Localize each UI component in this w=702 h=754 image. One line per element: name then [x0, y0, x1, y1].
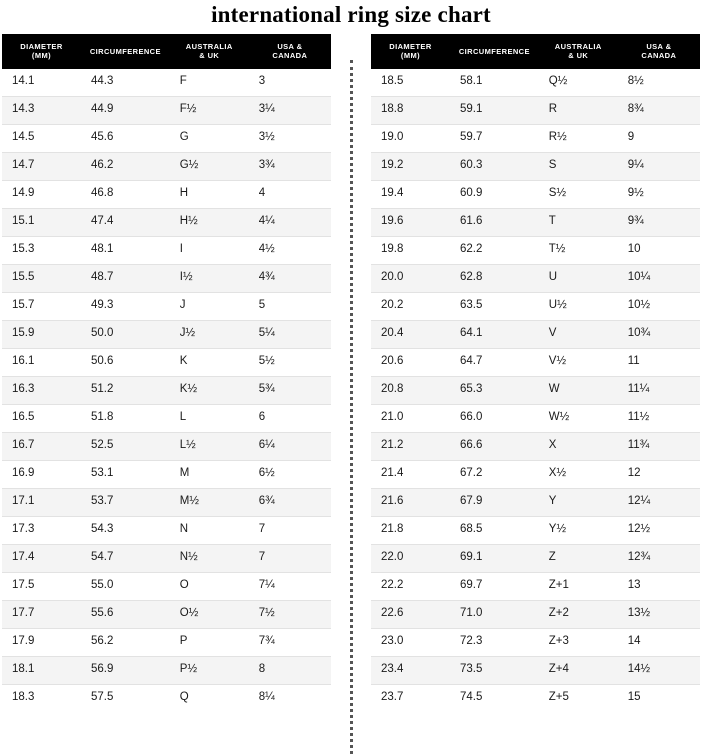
cell-circumference: 64.7: [450, 348, 539, 376]
column-header-circumference: [81, 34, 170, 69]
cell-diameter: 16.1: [2, 348, 81, 376]
cell-australia-uk: K: [170, 348, 249, 376]
cell-usa-canada: 8½: [618, 69, 700, 97]
cell-diameter: 14.3: [2, 96, 81, 124]
cell-usa-canada: 3¼: [249, 96, 331, 124]
cell-usa-canada: 11¾: [618, 432, 700, 460]
column-header-australia-uk: [539, 34, 618, 69]
cell-usa-canada: 12¼: [618, 488, 700, 516]
cell-usa-canada: 6¾: [249, 488, 331, 516]
cell-circumference: 56.2: [81, 628, 170, 656]
cell-australia-uk: G: [170, 124, 249, 152]
cell-circumference: 55.0: [81, 572, 170, 600]
cell-diameter: 20.2: [371, 292, 450, 320]
cell-circumference: 66.0: [450, 404, 539, 432]
cell-usa-canada: 13½: [618, 600, 700, 628]
cell-circumference: 51.2: [81, 376, 170, 404]
cell-circumference: 54.3: [81, 516, 170, 544]
cell-usa-canada: 4: [249, 180, 331, 208]
cell-diameter: 16.3: [2, 376, 81, 404]
cell-australia-uk: Q: [170, 684, 249, 712]
cell-circumference: 44.9: [81, 96, 170, 124]
tables-container: [0, 34, 702, 754]
cell-circumference: 49.3: [81, 292, 170, 320]
column-header-australia-uk-line2: & UK: [568, 51, 589, 61]
table-row: [2, 292, 331, 320]
cell-australia-uk: T½: [539, 236, 618, 264]
column-header-diameter-line2: (MM): [31, 51, 52, 61]
cell-usa-canada: 15: [618, 684, 700, 712]
cell-usa-canada: 7¼: [249, 572, 331, 600]
cell-australia-uk: L½: [170, 432, 249, 460]
cell-usa-canada: 3½: [249, 124, 331, 152]
cell-australia-uk: R½: [539, 124, 618, 152]
cell-circumference: 65.3: [450, 376, 539, 404]
cell-usa-canada: 4¼: [249, 208, 331, 236]
column-header-australia-uk-line1: AUSTRALIA: [554, 42, 602, 51]
cell-circumference: 67.9: [450, 488, 539, 516]
cell-usa-canada: 4¾: [249, 264, 331, 292]
cell-diameter: 18.3: [2, 684, 81, 712]
cell-circumference: 54.7: [81, 544, 170, 572]
table-row: [371, 628, 700, 656]
cell-australia-uk: L: [170, 404, 249, 432]
cell-circumference: 56.9: [81, 656, 170, 684]
table-row: [371, 124, 700, 152]
cell-australia-uk: X½: [539, 460, 618, 488]
table-row: [371, 516, 700, 544]
cell-diameter: 20.4: [371, 320, 450, 348]
cell-diameter: 20.0: [371, 264, 450, 292]
cell-diameter: 14.9: [2, 180, 81, 208]
cell-diameter: 20.6: [371, 348, 450, 376]
cell-diameter: 17.7: [2, 600, 81, 628]
cell-usa-canada: 9¾: [618, 208, 700, 236]
cell-australia-uk: O½: [170, 600, 249, 628]
cell-australia-uk: Z+3: [539, 628, 618, 656]
cell-australia-uk: Y: [539, 488, 618, 516]
cell-circumference: 53.1: [81, 460, 170, 488]
cell-australia-uk: Z: [539, 544, 618, 572]
cell-australia-uk: S: [539, 152, 618, 180]
cell-usa-canada: 3¾: [249, 152, 331, 180]
cell-australia-uk: G½: [170, 152, 249, 180]
table-row: [2, 600, 331, 628]
table-row: [371, 69, 700, 97]
cell-circumference: 58.1: [450, 69, 539, 97]
cell-australia-uk: N: [170, 516, 249, 544]
cell-australia-uk: Z+5: [539, 684, 618, 712]
column-header-circumference-line1: CIRCUMFERENCE: [458, 46, 530, 56]
cell-circumference: 68.5: [450, 516, 539, 544]
cell-diameter: 14.5: [2, 124, 81, 152]
column-header-australia-uk-line1: AUSTRALIA: [185, 42, 233, 51]
table-row: [2, 124, 331, 152]
cell-usa-canada: 11¼: [618, 376, 700, 404]
table-row: [2, 404, 331, 432]
cell-usa-canada: 5¼: [249, 320, 331, 348]
cell-circumference: 50.6: [81, 348, 170, 376]
table-row: [371, 572, 700, 600]
table-row: [2, 376, 331, 404]
cell-diameter: 17.9: [2, 628, 81, 656]
cell-diameter: 22.0: [371, 544, 450, 572]
left-table-head: [2, 34, 331, 69]
cell-usa-canada: 7: [249, 516, 331, 544]
cell-australia-uk: R: [539, 96, 618, 124]
cell-circumference: 69.7: [450, 572, 539, 600]
cell-circumference: 48.7: [81, 264, 170, 292]
cell-circumference: 67.2: [450, 460, 539, 488]
page-title: international ring size chart: [211, 2, 491, 27]
table-row: [371, 236, 700, 264]
cell-diameter: 15.3: [2, 236, 81, 264]
cell-australia-uk: I½: [170, 264, 249, 292]
table-row: [2, 544, 331, 572]
table-row: [371, 488, 700, 516]
cell-usa-canada: 9: [618, 124, 700, 152]
cell-diameter: 21.4: [371, 460, 450, 488]
table-row: [2, 488, 331, 516]
cell-usa-canada: 10¼: [618, 264, 700, 292]
cell-circumference: 62.8: [450, 264, 539, 292]
cell-usa-canada: 8: [249, 656, 331, 684]
cell-australia-uk: T: [539, 208, 618, 236]
cell-usa-canada: 14½: [618, 656, 700, 684]
table-row: [371, 208, 700, 236]
cell-circumference: 52.5: [81, 432, 170, 460]
right-size-table: [371, 34, 700, 712]
cell-diameter: 19.6: [371, 208, 450, 236]
table-row: [2, 656, 331, 684]
column-header-usa-canada-line2: CANADA: [272, 51, 308, 61]
cell-australia-uk: H: [170, 180, 249, 208]
left-table-body: [2, 69, 331, 712]
table-row: [2, 320, 331, 348]
cell-australia-uk: P: [170, 628, 249, 656]
cell-diameter: 17.1: [2, 488, 81, 516]
right-table-wrap: [371, 34, 700, 712]
cell-diameter: 17.3: [2, 516, 81, 544]
cell-australia-uk: X: [539, 432, 618, 460]
cell-diameter: 15.5: [2, 264, 81, 292]
cell-diameter: 15.9: [2, 320, 81, 348]
cell-australia-uk: Z+2: [539, 600, 618, 628]
table-row: [371, 600, 700, 628]
cell-usa-canada: 5½: [249, 348, 331, 376]
table-row: [371, 460, 700, 488]
cell-australia-uk: H½: [170, 208, 249, 236]
table-row: [2, 516, 331, 544]
cell-circumference: 74.5: [450, 684, 539, 712]
table-row: [2, 236, 331, 264]
cell-circumference: 63.5: [450, 292, 539, 320]
table-row: [371, 684, 700, 712]
column-header-usa-canada-line2: CANADA: [641, 51, 677, 61]
table-row: [2, 208, 331, 236]
column-header-usa-canada: [618, 34, 700, 69]
divider-dots: [350, 60, 353, 754]
table-row: [371, 152, 700, 180]
cell-circumference: 71.0: [450, 600, 539, 628]
cell-diameter: 19.4: [371, 180, 450, 208]
column-header-usa-canada-line1: USA &: [646, 42, 672, 51]
cell-circumference: 61.6: [450, 208, 539, 236]
cell-diameter: 21.8: [371, 516, 450, 544]
cell-circumference: 60.9: [450, 180, 539, 208]
cell-circumference: 47.4: [81, 208, 170, 236]
cell-usa-canada: 8¼: [249, 684, 331, 712]
table-row: [371, 264, 700, 292]
cell-circumference: 48.1: [81, 236, 170, 264]
cell-usa-canada: 4½: [249, 236, 331, 264]
right-table-head: [371, 34, 700, 69]
cell-circumference: 46.2: [81, 152, 170, 180]
cell-usa-canada: 6: [249, 404, 331, 432]
cell-usa-canada: 10½: [618, 292, 700, 320]
cell-usa-canada: 8¾: [618, 96, 700, 124]
cell-diameter: 22.6: [371, 600, 450, 628]
cell-usa-canada: 3: [249, 69, 331, 97]
cell-australia-uk: I: [170, 236, 249, 264]
cell-australia-uk: N½: [170, 544, 249, 572]
table-row: [371, 292, 700, 320]
cell-usa-canada: 9½: [618, 180, 700, 208]
left-table-wrap: [2, 34, 331, 712]
table-row: [371, 432, 700, 460]
table-row: [371, 656, 700, 684]
left-header-row: [2, 34, 331, 69]
cell-diameter: 18.8: [371, 96, 450, 124]
cell-australia-uk: W½: [539, 404, 618, 432]
cell-australia-uk: J½: [170, 320, 249, 348]
column-header-usa-canada: [249, 34, 331, 69]
column-header-circumference-line1: CIRCUMFERENCE: [89, 46, 161, 56]
cell-usa-canada: 13: [618, 572, 700, 600]
cell-circumference: 57.5: [81, 684, 170, 712]
cell-diameter: 19.8: [371, 236, 450, 264]
cell-diameter: 17.5: [2, 572, 81, 600]
table-row: [371, 544, 700, 572]
cell-australia-uk: U½: [539, 292, 618, 320]
table-row: [2, 572, 331, 600]
cell-usa-canada: 7: [249, 544, 331, 572]
cell-australia-uk: Z+1: [539, 572, 618, 600]
column-header-diameter: [2, 34, 81, 69]
cell-australia-uk: W: [539, 376, 618, 404]
cell-circumference: 45.6: [81, 124, 170, 152]
table-row: [2, 69, 331, 97]
cell-australia-uk: Z+4: [539, 656, 618, 684]
cell-usa-canada: 9¼: [618, 152, 700, 180]
table-row: [2, 348, 331, 376]
table-row: [2, 152, 331, 180]
cell-circumference: 73.5: [450, 656, 539, 684]
cell-australia-uk: K½: [170, 376, 249, 404]
cell-diameter: 16.7: [2, 432, 81, 460]
cell-circumference: 59.7: [450, 124, 539, 152]
column-header-diameter-line2: (MM): [400, 51, 421, 61]
cell-australia-uk: S½: [539, 180, 618, 208]
cell-diameter: 15.7: [2, 292, 81, 320]
cell-usa-canada: 5¾: [249, 376, 331, 404]
cell-diameter: 23.0: [371, 628, 450, 656]
table-row: [2, 460, 331, 488]
cell-diameter: 16.5: [2, 404, 81, 432]
cell-usa-canada: 12: [618, 460, 700, 488]
table-row: [2, 628, 331, 656]
cell-australia-uk: U: [539, 264, 618, 292]
column-header-diameter: [371, 34, 450, 69]
cell-australia-uk: P½: [170, 656, 249, 684]
cell-diameter: 21.2: [371, 432, 450, 460]
cell-circumference: 64.1: [450, 320, 539, 348]
cell-circumference: 51.8: [81, 404, 170, 432]
cell-diameter: 23.7: [371, 684, 450, 712]
cell-circumference: 66.6: [450, 432, 539, 460]
cell-australia-uk: V: [539, 320, 618, 348]
cell-diameter: 14.1: [2, 69, 81, 97]
cell-australia-uk: M: [170, 460, 249, 488]
cell-australia-uk: Y½: [539, 516, 618, 544]
table-row: [371, 404, 700, 432]
right-header-row: [371, 34, 700, 69]
column-header-australia-uk-line2: & UK: [199, 51, 220, 61]
cell-circumference: 62.2: [450, 236, 539, 264]
cell-diameter: 17.4: [2, 544, 81, 572]
cell-diameter: 20.8: [371, 376, 450, 404]
cell-usa-canada: 11: [618, 348, 700, 376]
cell-usa-canada: 6½: [249, 460, 331, 488]
cell-diameter: 16.9: [2, 460, 81, 488]
table-row: [2, 432, 331, 460]
table-row: [371, 320, 700, 348]
cell-circumference: 53.7: [81, 488, 170, 516]
table-row: [371, 96, 700, 124]
cell-usa-canada: 6¼: [249, 432, 331, 460]
cell-diameter: 22.2: [371, 572, 450, 600]
cell-circumference: 55.6: [81, 600, 170, 628]
cell-circumference: 46.8: [81, 180, 170, 208]
cell-circumference: 50.0: [81, 320, 170, 348]
cell-diameter: 21.6: [371, 488, 450, 516]
table-row: [371, 376, 700, 404]
cell-diameter: 18.1: [2, 656, 81, 684]
vertical-dotted-divider: [346, 34, 356, 754]
cell-circumference: 69.1: [450, 544, 539, 572]
cell-usa-canada: 12¾: [618, 544, 700, 572]
cell-diameter: 21.0: [371, 404, 450, 432]
cell-circumference: 59.1: [450, 96, 539, 124]
column-header-australia-uk: [170, 34, 249, 69]
cell-circumference: 44.3: [81, 69, 170, 97]
cell-australia-uk: Q½: [539, 69, 618, 97]
left-size-table: [2, 34, 331, 712]
cell-usa-canada: 10¾: [618, 320, 700, 348]
cell-circumference: 60.3: [450, 152, 539, 180]
cell-usa-canada: 10: [618, 236, 700, 264]
column-header-diameter-line1: DIAMETER: [20, 42, 63, 51]
table-row: [2, 180, 331, 208]
cell-australia-uk: V½: [539, 348, 618, 376]
right-table-body: [371, 69, 700, 712]
table-row: [371, 348, 700, 376]
cell-diameter: 19.0: [371, 124, 450, 152]
cell-australia-uk: F½: [170, 96, 249, 124]
cell-usa-canada: 7½: [249, 600, 331, 628]
cell-australia-uk: J: [170, 292, 249, 320]
table-row: [2, 264, 331, 292]
column-header-circumference: [450, 34, 539, 69]
cell-diameter: 15.1: [2, 208, 81, 236]
cell-usa-canada: 12½: [618, 516, 700, 544]
cell-diameter: 23.4: [371, 656, 450, 684]
cell-diameter: 19.2: [371, 152, 450, 180]
cell-diameter: 14.7: [2, 152, 81, 180]
cell-circumference: 72.3: [450, 628, 539, 656]
cell-australia-uk: O: [170, 572, 249, 600]
table-row: [2, 96, 331, 124]
cell-australia-uk: M½: [170, 488, 249, 516]
cell-usa-canada: 14: [618, 628, 700, 656]
column-header-usa-canada-line1: USA &: [277, 42, 303, 51]
cell-usa-canada: 7¾: [249, 628, 331, 656]
cell-usa-canada: 5: [249, 292, 331, 320]
column-header-diameter-line1: DIAMETER: [389, 42, 432, 51]
table-row: [2, 684, 331, 712]
cell-australia-uk: F: [170, 69, 249, 97]
table-row: [371, 180, 700, 208]
cell-diameter: 18.5: [371, 69, 450, 97]
cell-usa-canada: 11½: [618, 404, 700, 432]
